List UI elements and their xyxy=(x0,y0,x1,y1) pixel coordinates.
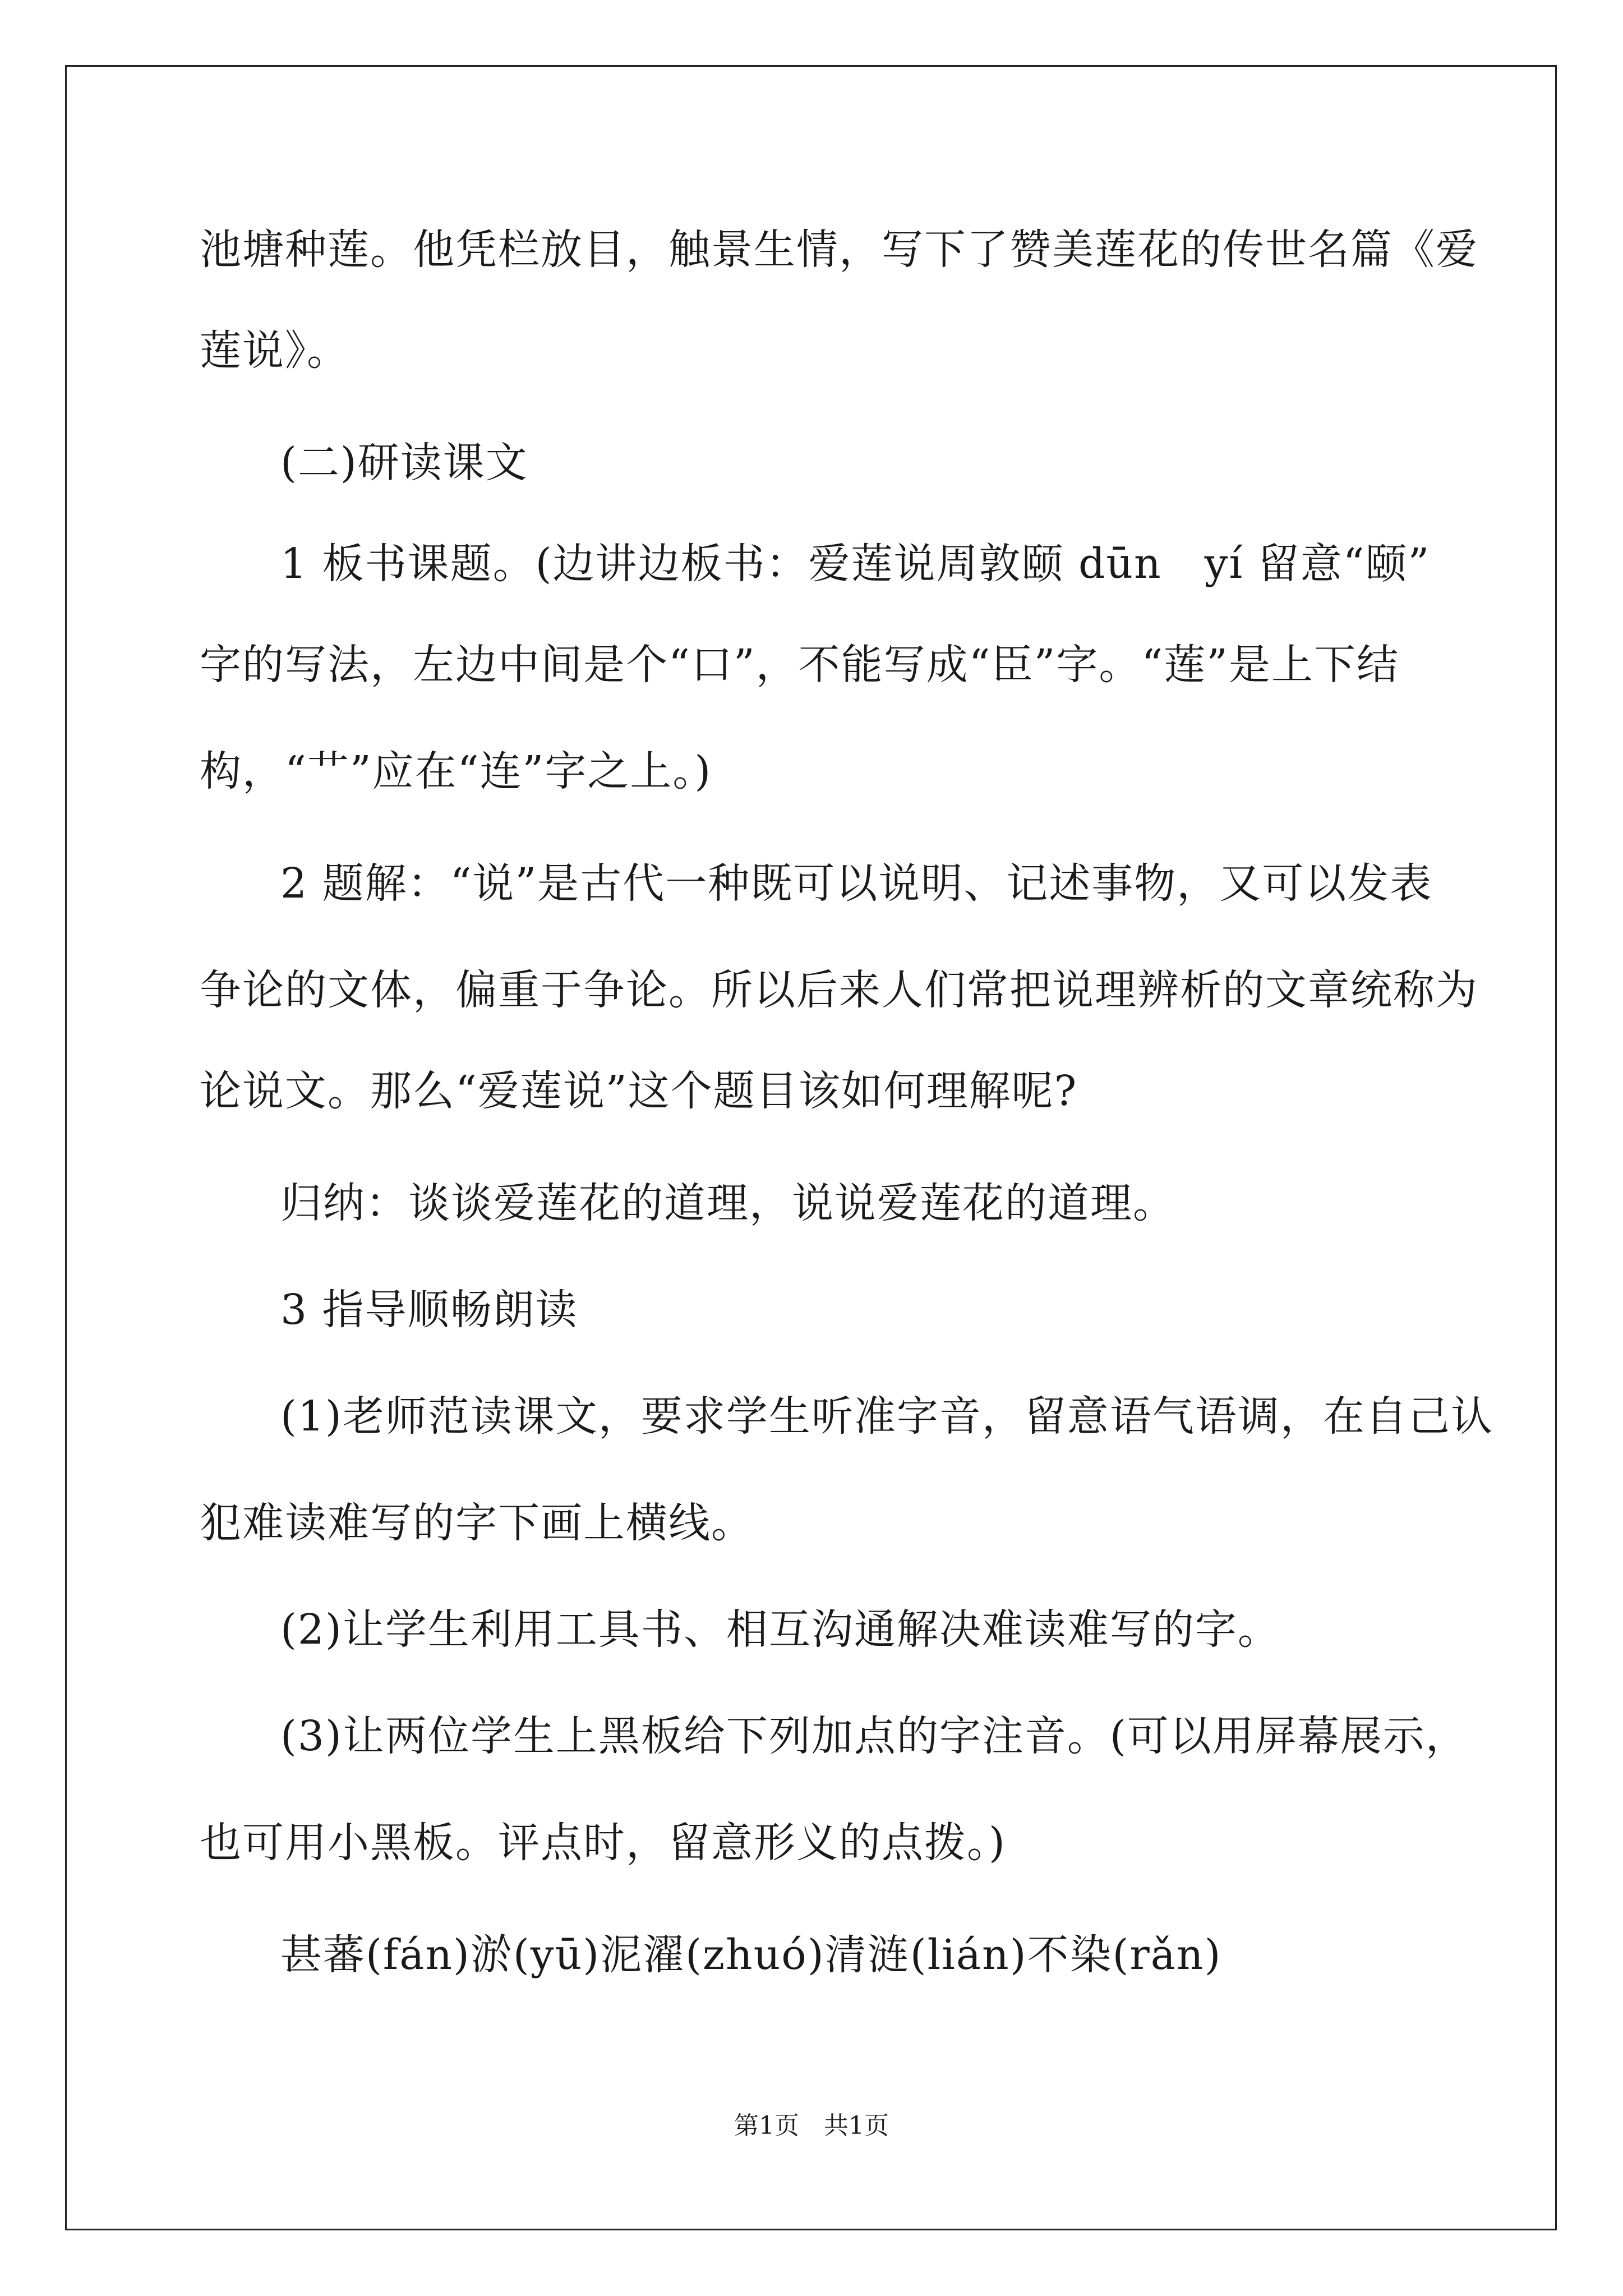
text-line: 构，“艹”应在“连”字之上。) xyxy=(200,747,712,795)
page-border xyxy=(65,65,1557,2230)
paragraph-heading: (二)研读课文 xyxy=(280,439,528,487)
text-line: 字的写法，左边中间是个“口”，不能写成“臣”字。“莲”是上下结 xyxy=(200,641,1399,689)
text-line: 1 板书课题。(边讲边板书：爱莲说周敦颐 dūn yí 留意“颐” xyxy=(280,540,1431,588)
text-line: 争论的文体，偏重于争论。所以后来人们常把说理辨析的文章统称为 xyxy=(200,966,1478,1014)
text-line: 甚蕃(fán)淤(yū)泥濯(zhuó)清涟(lián)不染(rǎn) xyxy=(280,1931,1222,1979)
paragraph-heading: 3 指导顺畅朗读 xyxy=(280,1286,578,1334)
text-line: 归纳：谈谈爱莲花的道理，说说爱莲花的道理。 xyxy=(280,1179,1175,1227)
text-line: (1)老师范读课文，要求学生听准字音，留意语气语调，在自己认 xyxy=(280,1392,1493,1441)
text-line: 犯难读难写的字下画上横线。 xyxy=(200,1499,754,1547)
page-footer: 第1页 共1页 xyxy=(734,2111,889,2140)
text-line: 也可用小黑板。评点时，留意形义的点拨。) xyxy=(200,1819,1006,1867)
text-line: 莲说》。 xyxy=(200,326,349,375)
text-line: 论说文。那么“爱莲说”这个题目该如何理解呢? xyxy=(200,1067,1078,1115)
text-line: (3)让两位学生上黑板给下列加点的字注音。(可以用屏幕展示， xyxy=(280,1712,1468,1760)
text-line: 2 题解：“说”是古代一种既可以说明、记述事物，又可以发表 xyxy=(280,859,1433,908)
text-line: (2)让学生利用工具书、相互沟通解决难读难写的字。 xyxy=(280,1605,1280,1654)
text-line: 池塘种莲。他凭栏放目，触景生情，写下了赞美莲花的传世名篇《爱 xyxy=(200,226,1478,274)
